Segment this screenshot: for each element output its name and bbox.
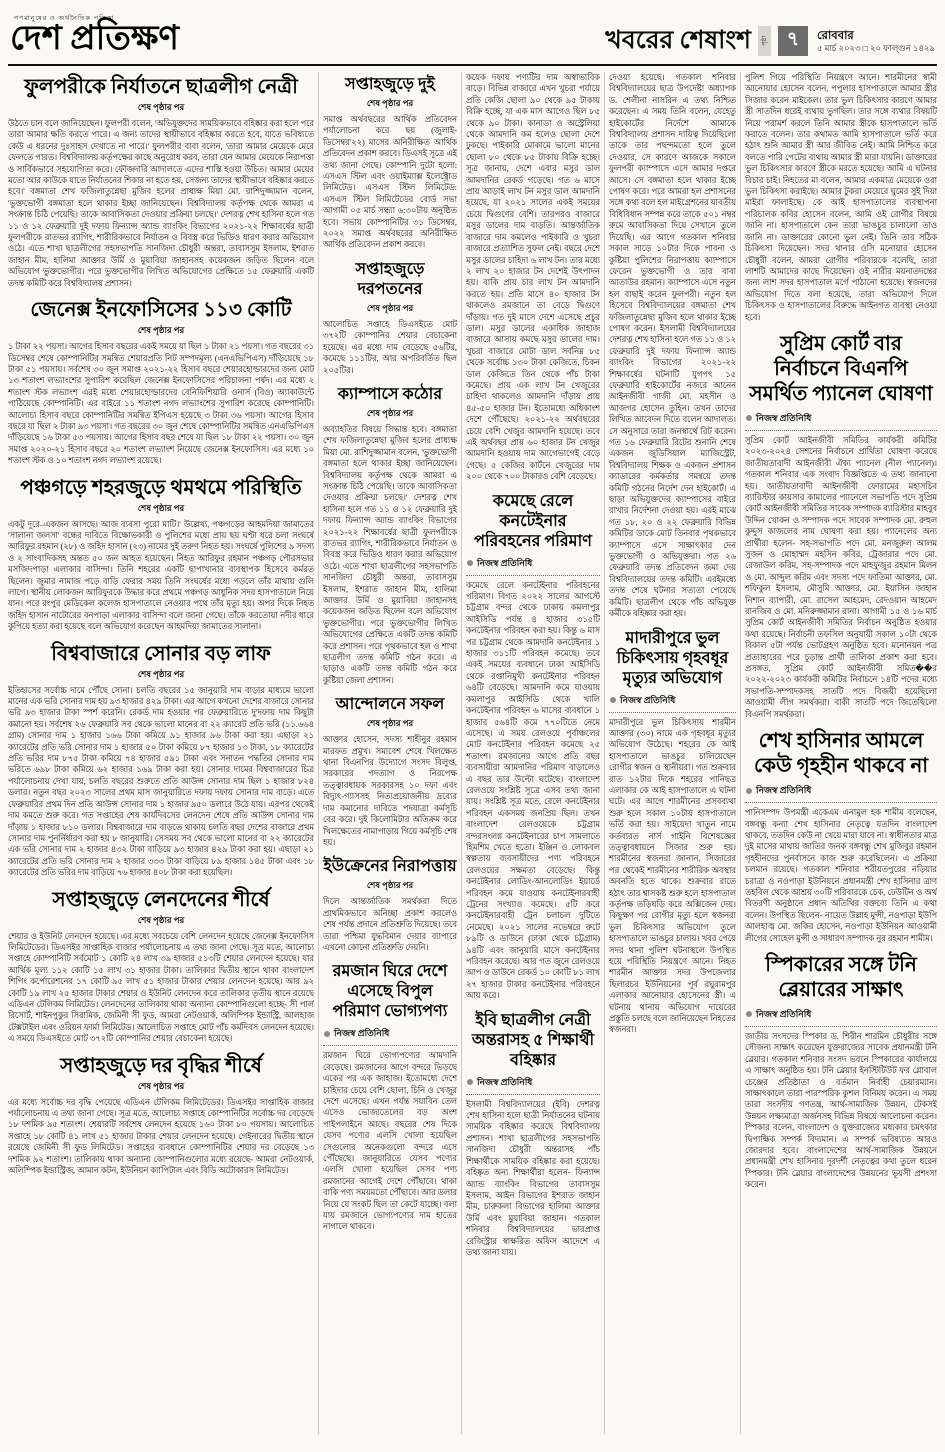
- article-headline: শেখ হাসিনার আমলে কেউ গৃহহীন থাকবে না: [753, 730, 929, 778]
- byline-text: নিজস্ব প্রতিনিধি: [756, 1008, 812, 1019]
- article-headline: পঞ্চগড়ে শহরজুড়ে থমথমে পরিস্থিতি: [20, 476, 302, 499]
- article: [8, 1054, 314, 1177]
- article-body: জাতীয় সংসদের স্পিকার ড. শিরীন শারমিন চৌধুরীর সঙ্গে সৌজন্য সাক্ষাৎ করেছেন যুক্তরাজ্যের সাবেক প্রধানমন্ত্রী টনি ব্লেয়ার। গতকাল শনিবার সংসদ ভবনে স্পিকারের কার্যালয়ে এ সাক্ষাৎ অনুষ্ঠিত হয়। টনি ব্লেয়ার ইনস্টিটিউট ফর গ্লোবাল চেঞ্জের প্রতিষ্ঠাতা ও বর্তমান নির্বাহী চেয়ারম্যান। সাক্ষাৎকালে তারা পারস্পরিক কুশল বিনিময় করেন। এ সময় তারা সংসদীয় গণতন্ত্র, আর্থ-সামাজিক উন্নয়ন, টেকসই উন্নয়ন লক্ষ্যমাত্রা অর্জনসহ বিভিন্ন বিষয়ে আলোচনা করেন। স্পিকার বলেন, বাংলাদেশ ও যুক্তরাজ্যের মধ্যকার চমৎকার দ্বিপাক্ষিক সম্পর্ক বিদ্যমান। এ সম্পর্ক ভবিষ্যতে আরও জোরদার হবে। বাংলাদেশের আর্থ-সামাজিক উন্নয়নে প্রধানমন্ত্রী শেখ হাসিনার দূরদর্শী নেতৃত্বের কথা তুলে ধরেন স্পিকার। টনি ব্লেয়ার বাংলাদেশের উন্নয়নের ভূয়সী প্রশংসা করেন।: [745, 1031, 937, 1190]
- article: [8, 476, 314, 633]
- article: [745, 953, 937, 1191]
- article-headline: জেনেক্স ইনফোসিসের ১১৩ কোটি: [30, 299, 292, 322]
- article-body: আক্তার হোসেন, সদস্য শাহীনুর রহমান মারফত প্রমুখ। সমাবেশ শেষে খিলক্ষেত থানা বিএনপির উদ্যোগে সংসদ বিলুপ্ত, সরকারের পদত্যাগ ও নিরপেক্ষ তত্ত্বাবধায়ক সরকারসহ ১০ দফা এবং বিদ্যুৎ-গ্যাসসহ নিত্যপ্রয়োজনীয় দ্রব্যের দাম কমানোর দাবিতে পদযাত্রা কর্মসূচি বের করে। দুই কিলোমিটার অতিক্রম করে খিলক্ষেতের নামাপাড়ায় গিয়ে কর্মসূচি শেষ হয়।: [323, 735, 457, 847]
- article-headline: ইউক্রেনের নিরাপত্তায়: [323, 858, 457, 876]
- article-body: সুপ্রিম কোর্ট আইনজীবী সমিতির কার্যকরী কমিটির ২০২৩-২০২৪ সেশনের নির্বাচনে প্রার্থিতা ঘোষণা করেছে জাতীয়তাবাদী আইনজীবী ঐক্য প্যানেল (নীল প্যানেল)। গতকাল শনিবার এক সংবাদ বিজ্ঞপ্তিতে এ তথ্য জানানো হয়। জাতীয়তাবাদী আইনজীবী ফোরামের মহাসচিব ব্যারিস্টার কায়সার কামালের প্যানেলে সভাপতি পদে সুপ্রিম কোর্ট আইনজীবী সমিতির সাবেক সম্পাদক ব্যারিস্টার মাহবুব উদ্দিন খোকন ও সম্পাদক পদে সাবেক সম্পাদক মো. রুহুল কুদ্দুস কাজলের নাম ঘোষণা করা হয়। প্যানেলের অন্য প্রার্থীরা হলেন- সহ-সভাপতি পদে মো. মনজুরুল আলম সুজন ও মোহাম্মদ মহসিন কবির, ট্রেজারার পদে মো. রেজাউল করিম, সহ-সম্পাদক পদে মাহফুজুর রহমান মিলন ও মো. আব্দুল করিম এবং সদস্য পদে ফাতিমা আক্তার, মো. শফিকুল ইসলাম, মৌসুমি আক্তার, মো. ইয়াসিন জাহান নিশান ব্যাপারী, মো. রাসেল আহমেদ, রেদওয়ান আহমেদ রানজিব ও মো. মনিরুজ্জামান রানা। আগামী ১৫ ও ১৬ মার্চ সুপ্রিম কোর্ট আইনজীবী সমিতির নির্বাচন অনুষ্ঠিত হওয়ার কথা রয়েছে। নির্বাচনী তফসিল অনুযায়ী সকাল ১০টা থেকে বিকাল ৫টা পর্যন্ত ভোটগ্রহণ অনুষ্ঠিত হবে। মনোনয়ন পত্র প্রত্যাহারের পরে চূড়ান্ত প্রার্থী তালিকা প্রকাশ করা হবে। প্রসঙ্গত, সুপ্রিম কোর্ট আইনজীবী সমিত��র ২০২২-২০২৩ কার্যকরী কমিটির নির্বাচনে ১৪টি পদের মধ্যে সভাপতি-সম্পাদকসহ সাতটি পদে বিজয়ী হয়েছিলো আওয়ামী লীগ সমর্থকরা। বাকী সাতটি পদে জিতেছিলো বিএনপি সমর্থকরা।: [745, 435, 937, 719]
- article-body: দিলে আন্তর্জাতিক সমর্থকরা দিতে প্রাথমিকভাবে অনিচ্ছা প্রকাশ করলেও শেষ পর্যন্ত প্রদানে প্রতিশ্রুতি দিয়েছে। তবে তারা পশ্চিমা যুদ্ধবিমান দেয়ার ব্যাপারে এখনো কোনো প্রতিশ্রুতি দেয়নি।: [323, 897, 457, 952]
- columns: [8, 72, 937, 1434]
- article-body: একটু দূরে–একজন আসছে। আজ ব্যবসা পুরো মাটি।' উল্লেখ্য, পঞ্চগড়ের আহমদিয়া জামাতের 'সালানা জলসা' বন্ধের দাবিতে বিক্ষোভকারী ও পুলিশের মধ্যে প্রায় ছয় ঘণ্টা ধরে চলা সংঘর্ষে আরিফুর রহমান (২৮) ও জহিদ হাসান (২৩) নামের দুই তরুণ নিহত হয়। সংঘর্ষে পুলিশের ৯ সদস্য ও ২ সাংবাদিকসহ অন্তত ৫০ জন আহত হয়েছেন। নিহত আরিফুর রহমান পঞ্চগড় পৌরসভার মসজিদপাড়া এলাকার বাসিন্দা। তিনি শহরের একটি ছাপাখানার ব্যবস্থাপক হিসেবে কর্মরত ছিলেন। জুমার নামাজ পড়ে বাড়ি ফেরার সময় তিনি সংঘর্ষের মধ্যে পড়লে তাঁর মাথায় গুলি লাগে। স্থানীয় লোকজন আরিফুরকে উদ্ধার করে প্রথমে পঞ্চগড় আধুনিক সদর হাসপাতালে নিয়ে যান। পরে রংপুর মেডিকেল কলেজ হাসপাতালে নেওয়ার পথে তাঁর মৃত্যু হয়। অপর দিকে নিহত জহিদ হাসান নাটোরের বনপাড়া এলাকার বাসিন্দা বলে জানা গেছে। তাঁকে করতোয়া নদীর ধারে কুপিয়ে হত্যা করা হয়েছে বলে অভিযোগ করেছেন আহমদিয়া জামাতের সালানা।: [8, 519, 314, 632]
- continued-kicker: শেষ পৃষ্ঠার পর: [137, 914, 185, 925]
- column-3: [461, 72, 600, 1434]
- byline-bullet-icon: [610, 697, 616, 703]
- byline: [466, 554, 600, 576]
- article-headline: স্পিকারের সঙ্গে টনি ব্লেয়ারের সাক্ষাৎ: [765, 953, 917, 1001]
- article-body: কমেছে রেলে কনটেইনার পরিবহনের পরিমাণ। বিগত ২০২২ সালের আগস্টে চট্টগ্রাম বন্দর থেকে ঢাকায় কমলাপুর আইসিডি পর্যন্ত ৪ হাজার ৩১৫টি কনটেইনার পরিবহন করা হয়। কিন্তু ৬ মাস পর চট্টগ্রাম থেকে আমদানি কনটেইনার ১ হাজার ৩১১টি পরিবহন কমেছে। তবে একই সময়ের ব্যবধানে ঢাকা আইসিডি থেকে রপ্তানিমুখী কনটেইনার পরিবহন ৬৪টি বেড়েছে। আমদানি কমে যাওয়ায় কমলাপুর আইসিডি থেকে খালি কনটেইনার পরিবহন ৬ মাসের ব্যবধানে ১ হাজার ৫৬৪টি কমে ৭৭০টিতে নেমে এসেছে। এ সময় রেলওয়ে পূর্বাঞ্চলের মোট কনটেইনার পরিবহন কমেছে ২৫ শতাংশ। রমজানের আগে প্রতি বছর ব্যবসায়ীরা আমদানির পরিমাণ বাড়ালেও এ বছর তার উল্টো ঘটেছে। বাংলাদেশ রেলওয়ে সংশ্লিষ্ট সূত্রে এসব তথ্য জানা যায়। সংশ্লিষ্ট সূত্র মতে, রেলে কনটেইনার পরিবহন একসময় জনপ্রিয় ছিল। তখন বাংলাদেশ রেলওয়েকে চট্টগ্রাম বন্দরসংলগ্ন কনটেইনারের চাপ সামলাতে হিমশিম খেতে হতো। ইঞ্জিন ও লোকবল স্বল্পতায় ব্যবসায়ীদের পণ্য পরিবহনে রেলওয়ের সক্ষমতা বেড়েছে। কিন্তু কনটেইনার লোডিং-আনলোডিং ইয়ার্ডে পরিবহন কমে যাওয়ায় কনটেইনারবাহী ট্রেনের সংখ্যাও কমেছে। ৫টি করে কনটেইনারবাহী ট্রেন চলাচল দুটিতে নেমেছে। ২০২১ সালের নভেম্বরে রুটে ৮৯টি ও ডাউনে (ঢাকা থেকে চট্টগ্রাম) ৯৪টি এবং জানুয়ারি মাসে কনটেইনার পরিবহন করেছে। আর গত জুনে রেলওয়ে আপ ও ডাউনে রেকর্ড ১০ কোটি ৮১ লাখ ২৭ হাজার টাকার কনটেইনার পরিবহনে আয় করে।: [466, 580, 600, 1001]
- article-headline: ইবি ছাত্রলীগ নেত্রী অন্তরাসহ ৫ শিক্ষার্থী বহিষ্কার: [471, 1011, 595, 1069]
- continued-kicker: শেষ পৃষ্ঠার পর: [366, 302, 414, 313]
- article-body: পুলিশ গিয়ে পরিস্থিতি নিয়ন্ত্রণে আনে। শারমীনের স্বামী আনোয়ার হোসেন বলেন, পপুলার হাসপাতালে আমার স্ত্রীর সিজার করেন মাইকেল। তার ভুল চিকিৎসার কারণে আমার স্ত্রী সাতদিন ধরেই ব্যথায় ভুগছিল। তার সঙ্গে ব্যথার বিষয়টি নিয়ে পরামর্শ করলে তিনি আমার স্ত্রীকে হাসপাতালে ভর্তি করাতে বলেন। তার কথামত আমি হাসপাতালে ভর্তি করে হঠাৎ শুনি আমার স্ত্রী আর জীবিত নেই। আমি নিশ্চিত করে বলতে পারি পেটের ব্যথায় আমার স্ত্রী মারা যায়নি। ডাক্তারের ভুল চিকিৎসার কারণে স্ত্রীকে মরতে হয়েছে। আমি এ ঘটনার বিচার চাই। নিহতের মা বলেন, আমার একমাত্র মেয়েকে ওরা ভুল চিকিৎসা করাইছে। আমার টুকরা মেয়েরে ঘুমের সুই দিয়া মাইরা ফালাইছে। কে আই হাসপাতালের ব্যবস্থাপনা পরিচালক কবির হোসেন বলেন, আমি ওই রোগীর বিষয়ে জানি না। হাসপাতালে কেন তারা ভাঙচুর চালালো তাও জানি না। ডাক্তারের কোনো ভুল নেই। তিনি তার সঠিক চিকিৎসা দিয়েছেন। সদর থানার ওসি মনোয়ার হোসেন চৌধুরী বলেন, আমরা রোগীর পরিবারকে বলেছি, তারা লাশটি আমাদের কাছে দিয়েছেন। ওই নারীর ময়নাতদন্তের জন্য লাশ সদর হাসপাতাল মর্গে পাঠানো হয়েছে। স্বজনদের অভিযোগ দিতে বলা হয়েছে, তারা অভিযোগ দিলে চিকিৎসক ও হাসপাতালের বিরুদ্ধে আইনগত ব্যবস্থা নেওয়া হবে।: [745, 73, 937, 322]
- byline: [323, 1024, 457, 1046]
- article: [745, 332, 937, 720]
- article-headline: ফুলপরীকে নির্যাতনে ছাত্রলীগ নেত্রী: [24, 76, 298, 98]
- article-headline: সুপ্রিম কোর্ট বার নির্বাচনে বিএনপি সমর্থিত প্যানেল ঘোষণা: [749, 332, 933, 405]
- byline: [609, 691, 736, 713]
- byline: [745, 409, 937, 431]
- article-body: রমজান ঘিরে ভোগ্যপণ্যের আমদানি বেড়েছে। রমজানের আগে বন্দরে ভিড়ছে একের পর এক জাহাজ। ইতোমধ্যে দেশে চাহিদার চেয়ে বেশি ছোলা, চিনি ও খেজুর দেশে এসেছে। এখন পর্যন্ত সয়াবিন তেল এসেও ভোজ্যতেলের বড় অংশ পাইপলাইনে আছে। বছরের শেষ দিকে যেসব পণ্যের এলসি খোলা হয়েছিল সেগুলোর অনেকগুলো বন্দরে এসে পৌঁছেছে। জানুয়ারিতে যেসব পণ্যের এলসি খোলা হয়েছিল সেসব পণ্য রমজানের আগেই দেশে পৌঁছাবে। থাকা বাকি পণ্য সময়মতো পৌঁছাবে। আর ডলার নিয়ে যে সংকট ছিল তা কেটে যাচ্ছে। বলা যায় রমজানে ভোগ্যপণ্যের দাম হাতের নাগালে থাকবে।: [323, 1051, 457, 1232]
- column-2: [318, 72, 457, 1434]
- article: [323, 695, 457, 848]
- continued-kicker: শেষ পৃষ্ঠার পর: [137, 1080, 185, 1091]
- article: [466, 492, 600, 1002]
- article: [8, 642, 314, 879]
- column-1: [8, 72, 314, 1434]
- article-body: ইতিহাসের সর্বোচ্চ দামে পৌঁছে সোনা। চলতি বছরের ১৫ জানুয়ারি দাম বাড়ার মাধ্যমে ভালো মানের এক ভরি সোনার দাম হয় ৯৩ হাজার ৪২৯ টাকা। এর আগে কখনো দেশের বাজারে সোনার ভরি ৯৩ হাজার টাকা স্পর্শ করেনি। রেকর্ড দাম হওয়ার পর ফেব্রুয়ারিতে দু'দফায় দাম কিছুটা কমানো হয়। সর্বশেষ ২৬ ফেব্রুয়ারি সব থেকে ভালো মানের বা ২২ ক্যারেট প্রতি ভরি (১১.৬৬৪ গ্রাম) সোনার দাম ১ হাজার ১৬৬ টাকা কমিয়ে ৯১ হাজার ৯৬ টাকা করা হয়। এছাড়া ২১ ক্যারেটের প্রতি ভরি সোনার দাম ১ হাজার ৫০ টাকা কমিয়ে ৮৭ হাজার ১৩ টাকা, ১৮ ক্যারেটের প্রতি ভরির দাম ৮৭৫ টাকা কমিয়ে ৭৪ হাজার ৫৯১ টাকা এবং সনাতন পদ্ধতির সোনার দাম ভরিতে ৬৯৮ টাকা কমিয়ে ৬২ হাজার ১৬৯ টাকা করা হয়। সোনার দামের বিশ্ববাজারের চিত্র পর্যালোচনায় দেখা যায়, চলতি বছরের শুরুতে প্রতি আউন্স সোনার দাম ছিল ১ হাজার ৮২৪ ডলার। নতুন বছর ২০২৩ সালের প্রথম মাস জানুয়ারিতে দফায় দফায় সোনার দাম বাড়ে। এতে ফেব্রুয়ারির প্রথম দিন প্রতি আউন্স সোনার দাম ১ হাজার ৯৫০ ডলারে উঠে যায়। এরপর থেকেই দাম কমতে শুরু করে। গত সপ্তাহের শেষ কার্যদিবসের লেনদেন শেষে প্রতি আউন্স সোনার দাম দাঁড়ায় ১ হাজার ৮১০ ডলার। বিশ্ববাজারে দাম বাড়তে থাকায় চলতি বছর দেশের বাজারে প্রথম সোনার দাম পুনর্নির্ধারণ করা হয় ৮ জানুয়ারি। সেসময় সব থেকে ভালো মানের বা ২২ ক্যারেটের এক ভরি সোনার দাম ২ হাজার ৪৩২ টাকা বাড়িয়ে ৯৩ হাজার ৪২৯ টাকা করা হয়। এছাড়া ২১ ক্যারেটের প্রতি ভরি সোনার দাম ২ হাজার ৩৩৩ টাকা বাড়িয়ে ৮৯ হাজার ১৪৫ টাকা এবং ১৮ ক্যারেটের প্রতি ভরির দাম বাড়িয়ে ৭৬ হাজার ৪০৮ টাকা করা হয়েছিল।: [8, 685, 314, 878]
- page-number: ৭: [778, 26, 808, 56]
- article-body: পানিসম্পদ উপমন্ত্রী একেএম এনামুল হক শামীম বলেছেন, বঙ্গবন্ধু কন্যা শেখ হাসিনার নেতৃত্বে যতদিন বাংলাদেশ থাকবে, ততদিন কেউ না খেয়ে মারা যাবে না। স্বাধীনতার মাত্র দুই মাসের মাথায় জাতির জনক বঙ্গবন্ধু শেখ মুজিবুর রহমান গৃহহীনদের পুনর্বাসনে কাজ শুরু করেছিলেন। এ প্রক্রিয়া চলমান রয়েছে। গতকাল শনিবার শরীয়তপুরের নড়িয়ার চরাত্রা ও নওপাড়া ইউনিয়নে প্রধানমন্ত্রী শেখ হাসিনার ত্রাণ তহবিল থেকে আশ্রয় ৩০টি পরিবারকে চেক, ঢেউটিন ও অর্থ বিতরণী অনুষ্ঠানে প্রধান অতিথির বক্তব্যে তিনি এ কথা বলেন। উপস্থিত ছিলেন- নায়েত উল্লাহ মুন্সী, নওপাড়া ইউপি আলহাজ্ব মো. জকির হোসেন, নওপাড়া ইউনিয়ন আওয়ামী লীগের সোহেল মুন্সী ও সাধারণ সম্পাদক নুর রহমান শামীম।: [745, 808, 937, 943]
- byline-text: নিজস্ব প্রতিনিধি: [334, 1028, 390, 1039]
- byline-bullet-icon: [467, 560, 473, 566]
- article: [323, 962, 457, 1233]
- byline-text: নিজস্ব প্রতিনিধি: [620, 694, 676, 705]
- byline-text: নিজস্ব প্রতিনিধি: [756, 412, 812, 423]
- article: [609, 72, 736, 620]
- article: [8, 75, 314, 289]
- byline-bullet-icon: [746, 788, 752, 794]
- article-headline: সপ্তাহজুড়ে লেনদেনের শীর্ষে: [52, 888, 270, 911]
- page-label: পৃষ্ঠা: [758, 26, 771, 56]
- article: [466, 1011, 600, 1259]
- byline-text: নিজস্ব প্রতিনিধি: [477, 1076, 533, 1087]
- continued-kicker: শেষ পৃষ্ঠার পর: [366, 98, 414, 108]
- article: [466, 72, 600, 483]
- continued-kicker: শেষ পৃষ্ঠার পর: [137, 325, 185, 336]
- byline: [466, 1073, 600, 1095]
- article-headline: সপ্তাহজুড়ে দর বৃদ্ধির শীর্ষে: [60, 1054, 262, 1077]
- column-4: [604, 72, 736, 1434]
- article-body: কয়েক দফায় পণ্যটির দাম অস্বাভাবিক বাড়ে। বিভিন্ন বাজারে এখন খুচরা পর্যায়ে প্রতি কেজি ছোলা ৯০ থেকে ৯৫ টাকায় বিক্রি হচ্ছে, যা এক মাস আগেও ছিল ৮৫ থেকে ৯০ টাকা। কানাডা ও অস্ট্রেলিয়া থেকে আমদানি কম হলেও ছোলা দেশে ঢুকছে। পাইকারি মোকামে ভালো মানের ছোলা ৮০ থেকে ৮৫ টাকায় বিক্রি হচ্ছে। সূত্র জানায়, দেশে এবার মসুর ডাল আমদানির রেকর্ড গড়েছে। গত ৬ মাসে প্রায় আড়াই লাখ টন মসুর ডাল আমদানি হয়েছে, যা ২০২১ সালের একই সময়ের চেয়ে দ্বিগুণের বেশি। তারপরও বাজারে মসুর ডালের দাম বাড়তি। আন্তর্জাতিক বাজারে দাম কমলেও পাইকারি ও খুচরা বাজারে প্রত্যাশিত সুফল নেই। বছরে দেশে মসুর ডালের চাহিদা ৬ লাখ টন। তার মধ্যে ২ লাখ ২০ হাজার টন দেশেই উৎপাদন হয়। বাকি প্রায় চার লাখ টন আমদানি করতে হয়। প্রতি মাসে ৪০ হাজার টন থাকলেও রমজানে তা বেড়ে দ্বিগুণে দাঁড়ায়। গত দুই মাসে দেশে এসেছে প্রচুর ডাল। মসুর ডালের একাধিক জাহাজ বাজারে আসায় কমছে মসুর ডালের দাম। খুচরা বাজারে মোটা ডাল সর্বনিম্ন ৮৫ থেকে সর্বোচ্চ ১৩০ টাকা কেজিতে, চিকন ডাল কেজিতে তিন থেকে পাঁচ টাকা কমেছে। প্রায় এক লাখ টন খেজুরের চাহিদা থাকলেও আমদানি দাঁড়ায় প্রায় ৪৫-৫০ হাজার টন। ইতোমধ্যে অধিকাংশ দেশে পৌঁছেছে। ২০২১-২২ অর্থবছরের চেয়ে বেশি খেজুর আমদানি হয়েছে। তবে এই অর্থবছর প্রায় ৬০ হাজার টন খেজুর আমদানি হওয়ায় দাম আগেভাগেই বেড়ে গেছে। ৫ কেজির কার্টনে খেজুরের দাম ২০০ থেকে ৭০০ টাকারও বেশি বেড়েছে।: [466, 73, 600, 482]
- article-body: দেওয়া হয়েছে। গতকাল শনিবার বিশ্ববিদ্যালয়ের ছাত্র উপদেষ্টা অধ্যাপক ড. শেলীনা নাসরিন এ তথ্য নিশ্চিত করেছেন। এ সময় তিনি বলেন, যেহেতু হাইকোর্টের নির্দেশে আমাকে বিশ্ববিদ্যালয় প্রশাসন দায়িত্ব দিয়েছিলো তাকে তার পছন্দমতো হলে তুলে দেওয়ার, সে কারণে আজকে সকালে ফুলপরী ক্যাম্পাসে এসে আমার দপ্তরে আসে। সে বঙ্গমাতা হলে থাকার ইচ্ছে পোষণ করে। পরে আমরা হল প্রশাসনের সঙ্গে কথা বলে হল মাইগ্রেশনের যাবতীয় বিধিবিধান সম্পন্ন করে তাকে ৫০১ নম্বর রুমে আবাসিকতা দিয়ে সেখানে তুলে দিয়েছি। এর আগে গতকাল শনিবার সকাল সাড়ে ১০টার দিকে পাবনা ও কুষ্টিয়া পুলিশের নিরাপত্তায় ক্যাম্পাসে ফেরেন ভুক্তভোগী ও তার বাবা আতাউর রহমান। ক্যাম্পাসে এসে নতুন হল বাছাই করেন ফুলপরী। নতুন হল হিসেবে বিশ্ববিদ্যালয়ের বঙ্গমাতা শেখ ফজিলাতুন্নেছা মুজিব হলে থাকার ইচ্ছে পোষণ করেন। ইসলামী বিশ্ববিদ্যালয়ের দেশরত্ন শেখ হাসিনা হলে গত ১১ ও ১২ ফেব্রুয়ারি দুই দফায় ফিন্যান্স অ্যান্ড ব্যাংকিং বিভাগের ২০২১-২২ শিক্ষাবর্ষের ঘটনাটি যুগপৎ ১৫ ফেব্রুয়ারি হাইকোর্টের নজরে আনেন আইনজীবী গাজী মো. মহসীন ও আজগর হোসেন তুহিন। তখন তাদের লিখিত আবেদন দিতে বলেন আদালত। সে অনুসারে তারা জনস্বার্থে রিট করেন। গত ১৬ ফেব্রুয়ারি রিটের শুনানি শেষে একজন জুডিসিয়াল ম্যাজিস্ট্রেট, বিশ্ববিদ্যালয় শিক্ষক ও একজন প্রশাসন ক্যাডারের কর্মকর্তার সমন্বয়ে তদন্ত কমিটি গঠনের নির্দেশ দেন হাইকোর্ট। এ ছাড়া অভিযুক্তদের ক্যাম্পাসের বাইরে রাখার নির্দেশনা দেওয়া হয়। এরই মাঝে গত ১৮, ২০ ও ২২ ফেব্রুয়ারি বিভিন্ন কমিটির ডাকে মোট তিনবার পৃথকভাবে ক্যাম্পাসে এসে সাক্ষাৎকার দেন ভুক্তভোগী ও অভিযুক্তরা। গত ২৬ ফেব্রুয়ারি তদন্ত প্রতিবেদন জমা দেয় বিশ্ববিদ্যালয়ের তদন্ত কমিটি। এরইমধ্যে তদন্ত শেষে ঘটনার সত্যতা পেয়েছে কমিটি। ছাত্রলীগ থেকে পাঁচ অভিযুক্ত কর্মীকে বহিষ্কার করা হয়।: [609, 73, 736, 619]
- byline-bullet-icon: [467, 1079, 473, 1085]
- article-headline: মাদারীপুরে ভুল চিকিৎসায় গৃহবধূর মৃত্যুর অভিযোগ: [616, 629, 729, 687]
- newspaper-logo: দেশ প্রতিক্ষণ: [10, 20, 179, 57]
- column-5: [740, 72, 937, 1434]
- article-body: মাদারীপুরে ভুল চিকিৎসায় শারমীন আক্তার (৩০) নামে এক গৃহবধূর মৃত্যুর অভিযোগ উঠেছে। শহরের কে আই হাসপাতালে ভাঙচুর চালিয়েছেন রোগীর স্বজন ও স্থানীয়রা। গত শুক্রবার রাত ১২টার দিকে শহরের পানিছত্র এলাকার কে আই হাসপাতালে এ ঘটনা ঘটে। এর আগে শারমীনের প্রসবব্যথা শুরু হলে সকাল ১০টায় হাসপাতালে ভর্তি করা হয়। সাইয়েদা খাতুন নামে কর্তব্যরত নার্স গাইনি বিশেষজ্ঞের তত্ত্বাবধায়নে সিজার শুরু হয়। শারমীনের স্বজনরা জানান, সিজারের পর থেকেই শারমীনের শারীরিক অবস্থার অবনতি হতে থাকে। শুক্রবার রাতে হঠাৎ তার শ্বাসকষ্ট শুরু হলে হাসপাতাল কর্তৃপক্ষ তড়িঘড়ি করে অক্সিজেন দেয়। কিছুক্ষণ পর রোগীর মৃত্যু হলে স্বজনরা ভুল চিকিৎসার অভিযোগ তুলে হাসপাতালে ভাঙচুর চালায়। খবর পেয়ে সদর থানা পুলিশ ঘটনাস্থলে উপস্থিত হয়ে পরিস্থিতি নিয়ন্ত্রণে আনে। নিহত শারমীন আক্তার সদর উপজেলার ছিলারচর ইউনিয়নের পূর্ব রঘুরামপুর এলাকার আনোয়ার হোসেনের স্ত্রী। এ ঘটনায় থানায় অভিযোগ দায়েরের প্রস্তুতি চলছে বলে জানিয়েছেন নিহতের স্বজনরা।: [609, 717, 736, 1035]
- article-body: সমাপ্ত অর্থবছরের আর্থিক প্রতিবেদন পর্যালোচনা করে ছয় (জুলাই-ডিসেম্বর'২২) মাসের অনিরীক্ষিত আর্থিক প্রতিবেদন প্রকাশ করবে। ডিএসই সূত্রে এই তথ্য জানা গেছে। কোম্পানি দুটো হলো: এসএস স্টিল এবং ওয়াইম্যাক্স ইলেক্ট্রোড লিমিটেড। এসএস স্টিল লিমিটেড: এসএস স্টিল লিমিটেডের বোর্ড সভা আগামী ০৫ মার্চ সন্ধ্যা ৬:৩০টায় অনুষ্ঠিত হবে। সভায় কোম্পানিটির ৩১ ডিসেম্বর, ২০২২ সমাপ্ত অর্থবছরের অনিরীক্ষিত আর্থিক প্রতিবেদন প্রকাশ করবে।: [323, 115, 457, 250]
- section-title: খবরের শেষাংশ: [605, 26, 751, 54]
- article-headline: আন্দোলনে সফল: [335, 696, 445, 714]
- byline: [745, 781, 937, 803]
- article: [323, 385, 457, 686]
- article-headline: ক্যাম্পাসে কঠোর: [337, 385, 443, 403]
- byline-bullet-icon: [324, 1031, 330, 1037]
- article: [323, 857, 457, 953]
- article: [323, 75, 457, 251]
- article-headline: কমেছে রেলে কনটেইনার পরিবহনের পরিমাণ: [474, 492, 592, 550]
- brand-tagline: গণমানুষের ও অর্থনৈতিক পত্রিকা: [14, 14, 115, 22]
- article-body: এর মধ্যে সর্বোচ্চ দর বৃদ্ধি পেয়েছে এডিএন টেলিকম লিমিটেডের। ডিএসইর সাপ্তাহিক বাজার পর্যালোচনায় এ তথ্য জানা গেছে। সূত্র মতে, আলোচ্য সপ্তাহে কোম্পানিটির সর্বোচ্চ দর বেড়েছে ১৮ দশমিক ৯৫ শতাংশ। শেয়ারটি সর্বশেষ লেনদেন হয়েছে ১৬০ টাকা ৮০ পয়সায়। আলোচিত সপ্তাহে ১৮ কোটি ৪১ লাখ ৫১ হাজার টাকার শেয়ার লেনদেন হয়েছে। গেইনারের দ্বিতীয় স্থানে রয়েছে জেমিনী সী ফুড লিমিটেড। সপ্তাহের ব্যবধানে কোম্পানিটির শেয়ার দর বেড়েছে ১৩ দশমিক ৯২ শতাংশ। তালিকায় থাকা অন্যান্য কোম্পানিগুলোর মধ্যে রয়েছে- আমরা নেটওয়ার্ক, অলিম্পিক ইন্ডাস্ট্রিজ, আমান কটন, ইউনিয়ন ক্যাপিটাল এবং বিডি অটোকারস লিমিটেড।: [8, 1097, 314, 1176]
- continued-kicker: শেষ পৃষ্ঠার পর: [137, 668, 185, 679]
- article-headline: বিশ্ববাজারে সোনার বড় লাফ: [51, 642, 271, 665]
- article-body: উঠতে চান বলে জানিয়েছেন। ফুলপরী বলেন, 'অভিযুক্তদের সাময়িকভাবে বহিষ্কার করা হলে পরে তারা আমার ক্ষতি করতে পারে। এ জন্য তাদের স্থায়ীভাবে বহিষ্কার করতে হবে, যাতে ভবিষ্যতে কেউ এ ধরনের দুঃসাহস দেখাতে না পারে।' ফুলপরীর বাবা বলেন, 'তারা আমার মেয়েকে মেরে ফেলতে পারত। বিশ্ববিদ্যালয় কর্তৃপক্ষের কাছে অনুরোধ করব, তারা যেন আমার মেয়েকে নিরাপত্তা ও সার্বিকভাবে সহযোগিতা করে। ফৌজদারি আদালতে এদের শাস্তি হওয়া উচিত। আমার মেয়ের মতো আর কাউকে যাতে নির্যাতনের শিকার না হতে হয়, সেজন্য তাদের স্থায়ীভাবে বহিষ্কার করতে হবে।' বঙ্গমাতা শেখ ফজিলাতুন্নেছা মুজিব হলের প্রাধ্যক্ষ মিয়া মো. রাশিদুজ্জামান বলেন, 'ভুক্তভোগী বঙ্গমাতা হলে থাকার ইচ্ছা জানিয়েছেন। বিশ্ববিদ্যালয় কর্তৃপক্ষ থেকে আমরা এ সংক্রান্ত চিঠি পেয়েছি। তাকে আবাসিকতা দেওয়ার প্রক্রিয়া চলছে।' দেশরত্ন শেখ হাসিনা হলে গত ১১ ও ১২ ফেব্রুয়ারি দুই দফায় ফিন্যান্স অ্যান্ড ব্যাংকিং বিভাগের ২০২১-২২ শিক্ষাবর্ষের ছাত্রী ফুলপরীকে রাতভর র‍্যাগিং, শারীরিকভাবে নির্যাতন ও বিবস্ত্র করে ভিডিও ধারণ করার অভিযোগ ওঠে। এতে শাখা ছাত্রলীগের সহসভাপতি সানজিদা চৌধুরী অন্তরা, তাবাসসুম ইসলাম, ইশরাত জাহান মীম, হালিমা আক্তার উর্মি ও মুয়াবিয়া জাহানসহ কয়েকজন জড়িত ছিলেন বলে অভিযোগ ভুক্তভোগীর। পরে ভুক্তভোগীর লিখিত অভিযোগের প্রেক্ষিতে ১৫ ফেব্রুয়ারি একটি তদন্ত কমিটি করে বিশ্ববিদ্যালয় প্রশাসন।: [8, 119, 314, 288]
- article: [323, 260, 457, 376]
- continued-kicker: শেষ পৃষ্ঠার পর: [137, 502, 185, 513]
- byline-bullet-icon: [746, 1011, 752, 1017]
- article-headline: সপ্তাহজুড়ে দরপতনের: [355, 260, 425, 298]
- article-headline: রমজান ঘিরে দেশে এসেছে বিপুল পরিমাণ ভোগ্যপণ্য: [332, 963, 448, 1021]
- date-block: [815, 29, 935, 54]
- article: [745, 729, 937, 944]
- masthead: [8, 4, 937, 66]
- byline-text: নিজস্ব প্রতিনিধি: [756, 785, 812, 796]
- byline-bullet-icon: [746, 415, 752, 421]
- article-body: ১ টাকা ২২ পয়সা। আগের হিসাব বছরের একই সময়ে যা ছিল ১ টাকা ২১ পয়সা। গত বছরের ৩১ ডিসেম্বর শেষে কোম্পানিটির সমন্বিত শেয়ারপ্রতি নিট সম্পদমূল্য (এনএভিপিএস) দাঁড়িয়েছে ১৮ টাকা ৫১ পয়সায়। সর্বশেষ ৩০ জুন সমাপ্ত ২০২১-২২ হিসাব বছরে শেয়ারহোল্ডারদের জন্য মোট ১৩ শতাংশ লভ্যাংশের সুপারিশ করেছিল জেনেক্স ইনফোসিসের পরিচালনা পর্ষদ। এর মধ্যে ২ শতাংশ স্টক লভ্যাংশ এরই মধ্যে শেয়ারহোল্ডারদের বেনিফিশিয়ারি ওনার্স (বিও) অ্যাকাউন্টে পাঠিয়েছে কোম্পানিটি। এর বাইরে ১১ শতাংশ নগদ লভ্যাংশের সুপারিশ করেছে কোম্পানিটি। আলোচ্য হিসাব বছরে কোম্পানিটির সমন্বিত ইপিএস হয়েছে ৩ টাকা ৩৬ পয়সা। আগের হিসাব বছরে যা ছিল ২ টাকা ৯৩ পয়সা। গত বছরের ৩০ জুন শেষে কোম্পানিটির সমন্বিত এনএভিপিএস দাঁড়িয়েছে ১৬ টাকা ৫৩ পয়সায়। আগের হিসাব বছর শেষে যা ছিল ১৮ টাকা ২২ পয়সা। ৩০ জুন সমাপ্ত ২০২০-২১ হিসাব বছরে ২০ শতাংশ লভ্যাংশ নিয়েছে জেনেক্স ইনফোসিস। এর মধ্যে ১০ শতাংশ স্টক ও ১০ শতাংশ নগদ লভ্যাংশ রয়েছে।: [8, 342, 314, 466]
- continued-kicker: শেষ পৃষ্ঠার পর: [366, 718, 414, 729]
- brand: [10, 16, 179, 57]
- article: [8, 298, 314, 466]
- continued-kicker: শেষ পৃষ্ঠার পর: [366, 407, 414, 418]
- date-line: ৫ মার্চ ২০২৩ □ ২০ ফাল্গুন ১৪২৯: [816, 42, 935, 53]
- article-body: অব্যাহতির বিষয়ে সিদ্ধান্ত হবে। বঙ্গমাতা শেখ ফজিলাতুন্নেছা মুজিব হলের প্রাধ্যক্ষ মিয়া মো. রাশিদুজ্জামান বলেন, 'ভুক্তভোগী বঙ্গমাতা হলে থাকার ইচ্ছা জানিয়েছেন। বিশ্ববিদ্যালয় কর্তৃপক্ষ থেকে আমরা এ সংক্রান্ত চিঠি পেয়েছি। তাকে আবাসিকতা দেওয়ার প্রক্রিয়া চলছে।' দেশরত্ন শেখ হাসিনা হলে গত ১১ ও ১২ ফেব্রুয়ারি দুই দফায় ফিন্যান্স অ্যান্ড ব্যাংকিং বিভাগের ২০২১-২২ শিক্ষাবর্ষের ছাত্রী ফুলপরীকে রাতভর র‍্যাগিং, শারীরিকভাবে নির্যাতন ও বিবস্ত্র করে ভিডিও ধারণ করার অভিযোগ ওঠে। এতে শাখা ছাত্রলীগের সহসভাপতি সানজিদা চৌধুরী অন্তরা, তাবাসসুম ইসলাম, ইশরাত জাহান মীম, হালিমা আক্তার উর্মি ও মুয়াবিয়া জাহানসহ কয়েকজন জড়িত ছিলেন বলে অভিযোগ ভুক্তভোগীর। পরে ভুক্তভোগীর লিখিত অভিযোগের প্রেক্ষিতে একটি তদন্ত কমিটি করে প্রশাসন। পরে পৃথকভাবে হল ও শাখা ছাত্রলীগ তদন্ত কমিটি গঠন করে। এ ছাড়াও একটি তদন্ত কমিটি গঠন করে কুষ্টিয়া জেলা প্রশাসন।: [323, 424, 457, 685]
- article-body: ইসলামী বিশ্ববিদ্যালয়ের (ইবি) দেশরত্ন শেখ হাসিনা হলে ছাত্রী নির্যাতনের ঘটনায় সাময়িক বহিষ্কার করেছে বিশ্ববিদ্যালয় প্রশাসন। শাখা ছাত্রলীগের সহসভাপতি সানজিদা চৌধুরী অন্তরাসহ পাঁচ শিক্ষার্থীকে সাময়িক বহিষ্কার করা হয়েছে। বহিষ্কৃত অন্য শিক্ষার্থীরা হলেন- ফিন্যান্স অ্যান্ড ব্যাংকিং বিভাগের তাবাসসুম ইসলাম, আইন বিভাগের ইশরাত জাহান মীম, চারুকলা বিভাগের হালিমা আক্তার উর্মি এবং মুয়াবিয়া জাহান। গতকাল শনিবার বিশ্ববিদ্যালয়ের ভারপ্রাপ্ত রেজিস্ট্রার স্বাক্ষরিত অফিস আদেশে এ তথ্য জানা যায়।: [466, 1099, 600, 1257]
- article: [609, 629, 736, 1036]
- article-body: শেয়ার ও ইউনিট লেনদেন হয়েছে। এর মধ্যে সবচেয়ে বেশি লেনদেন হয়েছে জেনেক্স ইনফোসিস লিমিটেডের। ডিএসইর সাপ্তাহিক বাজার পর্যালোচনায় এ তথ্য জানা গেছে। সূত্র মতে, আলোচ্য সপ্তাহে কোম্পানিটি সর্বমোট ১ কোটি ২৪ লাখ ৩৯ হাজার ৫১৩টি শেয়ার লেনদেন হয়েছে। যার আর্থিক মূল্য ১১২ কোটি ১৫ লাখ ৩১ হাজার টাকা। তালিকার দ্বিতীয় স্থানে থাকা বাংলাদেশ শিপিং কর্পোরেশনের ১৭ কোটি ৯৫ লাখ ৫১ হাজার টাকার শেয়ার লেনদেন হয়েছে। আর ৯২ কোটি ১৯ লাখ ২৫ হাজার টাকার শেয়ার ও ইউনিট লেনদেন করে তালিকার তৃতীয় স্থানে রয়েছে এডিএন টেলিকম লিমিটেড। লেনদেনের তালিকায় থাকা অন্যান্য কোম্পানিগুলো হচ্ছে- সী পার্ল রিসোর্ট, শাইনপুকুর সিরামিক, জেমিনী সী ফুড, আমরা নেটওয়ার্ক, অলিম্পিক ইন্ডাস্ট্রি, আলহাজ টেক্সটাইল এবং ওরিয়ন ফার্মা লিমিটেড। আলোচিত সপ্তাহে মোট পাঁচ কর্মদিবস লেনদেন হয়েছে। এ সময়ে ডিএসইতে মোট ৩৭২টি কোম্পানির শেয়ার বেচাকেনা হয়েছে।: [8, 931, 314, 1044]
- day-name: রোববার: [816, 29, 854, 42]
- article: [745, 72, 937, 323]
- article: [8, 888, 314, 1045]
- masthead-right: [605, 26, 935, 56]
- continued-kicker: শেষ পৃষ্ঠার পর: [137, 102, 185, 112]
- byline: [745, 1005, 937, 1027]
- byline-text: নিজস্ব প্রতিনিধি: [477, 557, 533, 568]
- article-body: আলোচিত সপ্তাহে ডিএসইতে মোট ৩৭২টি কোম্পানির শেয়ার বেচাকেনা হয়েছে। এর মধ্যে দাম বেড়েছে ৫৬টির, কমেছে ১১১টির, আর অপরিবর্তিত ছিল ২০৫টির।: [323, 319, 457, 375]
- article-headline: সপ্তাহজুড়ে দুই: [345, 76, 435, 93]
- continued-kicker: শেষ পৃষ্ঠার পর: [366, 880, 414, 891]
